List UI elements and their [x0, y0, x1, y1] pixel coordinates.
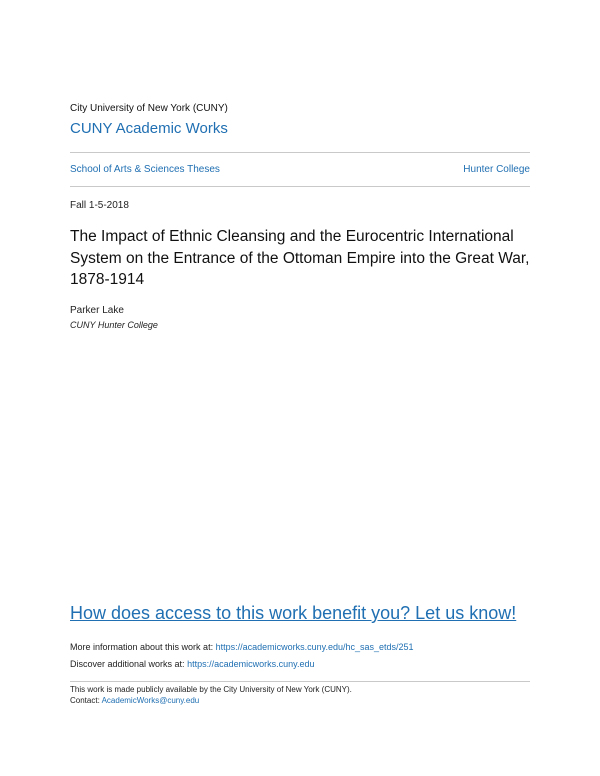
repository-url-link[interactable]: https://academicworks.cuny.edu — [187, 659, 315, 669]
author-affiliation: CUNY Hunter College — [70, 320, 158, 330]
author-name: Parker Lake — [70, 305, 124, 316]
work-url-link[interactable]: https://academicworks.cuny.edu/hc_sas_etds/251 — [215, 642, 414, 652]
divider-nav — [70, 186, 530, 187]
footer-notice: This work is made publicly available by the City University of New York (CUNY). — [70, 685, 352, 694]
footer-contact — [70, 696, 199, 705]
collection-link[interactable]: School of Arts & Sciences Theses — [70, 164, 220, 175]
contact-label: Contact: — [70, 696, 100, 705]
publication-date: Fall 1-5-2018 — [70, 200, 129, 211]
contact-email-link[interactable]: AcademicWorks@cuny.edu — [101, 696, 200, 705]
document-title: The Impact of Ethnic Cleansing and the Eurocentric International System on the Entrance of the Ottoman Empire into the Great War, 1878-1914 — [70, 228, 530, 288]
divider-footer — [70, 681, 530, 682]
campus-link[interactable]: Hunter College — [463, 164, 530, 175]
repository-link[interactable]: CUNY Academic Works — [70, 120, 228, 137]
divider-top — [70, 152, 530, 153]
more-info-line — [70, 642, 414, 652]
institution-name: City University of New York (CUNY) — [70, 103, 228, 114]
feedback-link[interactable]: How does access to this work benefit you? Let us know! — [70, 603, 517, 623]
more-info-label: More information about this work at: — [70, 642, 214, 652]
discover-label: Discover additional works at: — [70, 659, 185, 669]
discover-line — [70, 659, 314, 669]
